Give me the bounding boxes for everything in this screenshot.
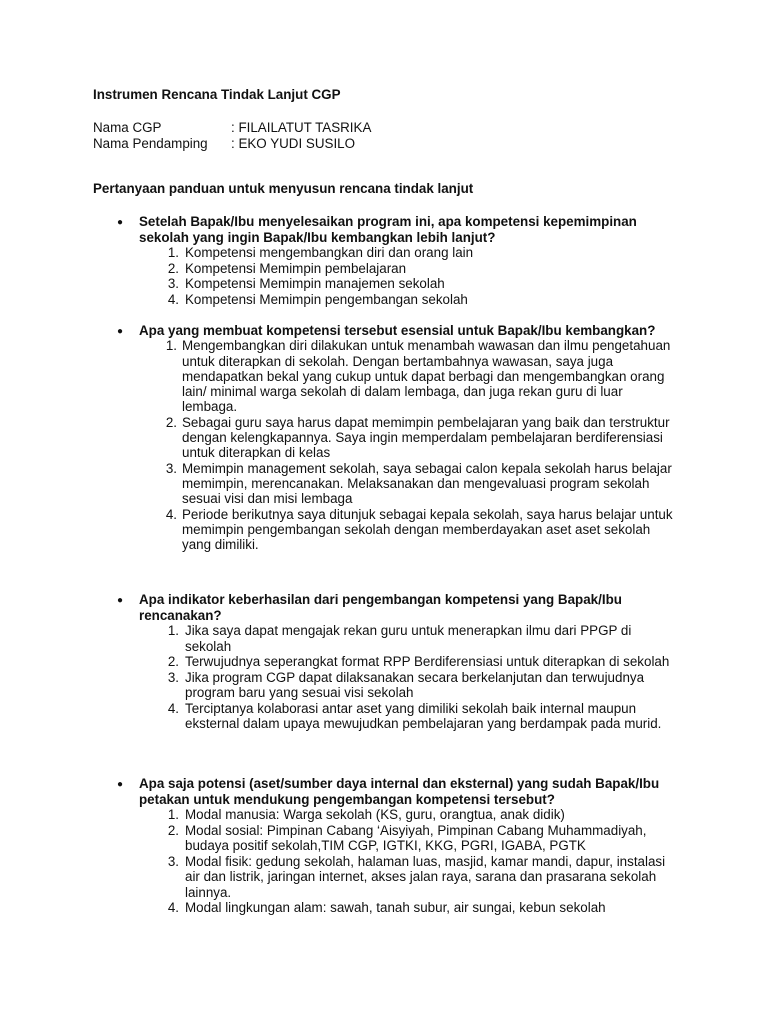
- info-value: : EKO YUDI SUSILO: [231, 135, 356, 151]
- item-text: Terciptanya kolaborasi antar aset yang dimiliki sekolah baik internal maupun eksternal dalam upaya mewujudkan pembelajaran yang berdampak pada murid.: [185, 700, 662, 731]
- item-number: 1.: [167, 245, 179, 260]
- item-number: 1.: [167, 623, 179, 638]
- info-value: : FILAILATUT TASRIKA: [231, 120, 372, 135]
- bullet-icon: ●: [117, 217, 124, 228]
- question-text: Setelah Bapak/Ibu menyelesaikan program ini, apa kompetensi kepemimpinan sekolah yang ingin Bapak/Ibu kembangkan lebih lanjut?: [139, 214, 637, 245]
- list-item: [117, 338, 677, 414]
- list-item: [117, 261, 677, 277]
- list-item: [117, 461, 677, 507]
- item-text: Jika program CGP dapat dilaksanakan secara berkelanjutan dan terwujudnya program baru yang sesuai visi sekolah: [185, 669, 645, 700]
- item-number: 2.: [167, 822, 179, 838]
- item-text: Kompetensi Memimpin pembelajaran: [185, 260, 407, 276]
- list-item: [117, 276, 677, 292]
- list-item: [117, 900, 677, 916]
- item-number: 1.: [167, 807, 179, 822]
- question-section-4: [117, 776, 677, 916]
- list-item: [117, 507, 677, 553]
- item-number: 2.: [165, 414, 177, 430]
- item-text: Kompetensi mengembangkan diri dan orang lain: [185, 245, 474, 260]
- item-text: Sebagai guru saya harus dapat memimpin pembelajaran yang baik dan terstruktur dengan kelengkapannya. Saya ingin memperdalam pembelajaran berdiferensiasi untuk diterapkan di kelas: [182, 414, 670, 461]
- item-text: Modal lingkungan alam: sawah, tanah subur, air sungai, kebun sekolah: [185, 900, 606, 915]
- question-section-3: [117, 592, 677, 732]
- question-text: Apa yang membuat kompetensi tersebut esensial untuk Bapak/Ibu kembangkan?: [139, 323, 656, 338]
- answer-list: [117, 338, 677, 552]
- item-number: 3.: [165, 460, 177, 476]
- list-item: [117, 701, 677, 732]
- info-label: Nama Pendamping: [93, 135, 208, 151]
- item-text: Modal manusia: Warga sekolah (KS, guru, orangtua, anak didik): [185, 807, 565, 822]
- answer-list: [117, 623, 677, 732]
- list-item: [117, 415, 677, 461]
- bullet-icon: ●: [117, 326, 124, 337]
- item-text: Jika saya dapat mengajak rekan guru untuk menerapkan ilmu dari PPGP di sekolah: [185, 623, 632, 654]
- item-text: Periode berikutnya saya ditunjuk sebagai kepala sekolah, saya harus belajar untuk memimpin pengembangan sekolah dengan memberdayakan aset aset sekolah yang dimiliki.: [182, 506, 673, 553]
- question-text: Apa saja potensi (aset/sumber daya internal dan eksternal) yang sudah Bapak/Ibu petakan untuk mendukung pengembangan kompetensi tersebut?: [139, 776, 660, 807]
- list-item: [117, 292, 677, 308]
- item-number: 4.: [167, 900, 179, 915]
- item-number: 2.: [167, 260, 179, 276]
- question-section-2: [117, 323, 677, 552]
- question-section-1: [117, 214, 677, 307]
- item-text: Mengembangkan diri dilakukan untuk menambah wawasan dan ilmu pengetahuan untuk diterapkan di sekolah. Dengan bertambahnya wawasan, saya juga mendapatkan bekal yang cukup untuk dapat berbagi dan mengembangkan orang lain/ minimal warga sekolah di dalam lembaga, dan juga rekan guru di luar lembaga.: [182, 338, 671, 415]
- list-item: [117, 623, 677, 654]
- list-item: [117, 807, 677, 823]
- item-number: 2.: [167, 654, 179, 669]
- item-number: 3.: [167, 276, 179, 291]
- bullet-icon: ●: [117, 779, 124, 790]
- bullet-icon: ●: [117, 595, 124, 606]
- info-row-pendamping: [93, 136, 371, 152]
- item-text: Kompetensi Memimpin pengembangan sekolah: [185, 291, 468, 307]
- question-text: Apa indikator keberhasilan dari pengembangan kompetensi yang Bapak/Ibu rencanakan?: [139, 592, 622, 623]
- item-text: Terwujudnya seperangkat format RPP Berdiferensiasi untuk diterapkan di sekolah: [185, 654, 670, 669]
- section-heading: Pertanyaan panduan untuk menyusun rencana tindak lanjut: [93, 181, 474, 196]
- list-item: [117, 654, 677, 670]
- answer-list: [117, 245, 677, 307]
- item-number: 4.: [167, 700, 179, 716]
- item-text: Kompetensi Memimpin manajemen sekolah: [185, 276, 445, 291]
- item-number: 3.: [167, 853, 179, 869]
- list-item: [117, 245, 677, 261]
- answer-list: [117, 807, 677, 916]
- item-text: Memimpin management sekolah, saya sebagai calon kepala sekolah harus belajar memimpin, merencanakan. Melaksanakan dan mengevaluasi program sekolah sesuai visi dan misi lembaga: [182, 460, 672, 507]
- item-number: 1.: [165, 338, 177, 354]
- info-label: Nama CGP: [93, 120, 162, 135]
- item-text: Modal sosial: Pimpinan Cabang ‘Aisyiyah, Pimpinan Cabang Muhammadiyah, budaya positif sekolah,TIM CGP, IGTKI, KKG, PGRI, IGABA, PGTK: [185, 822, 647, 853]
- list-item: [117, 670, 677, 701]
- item-text: Modal fisik: gedung sekolah, halaman luas, masjid, kamar mandi, dapur, instalasi air dan listrik, jaringan internet, akses jalan raya, sarana dan prasarana sekolah lainnya.: [185, 853, 666, 900]
- list-item: [117, 854, 677, 901]
- item-number: 4.: [165, 506, 177, 522]
- info-row-cgp: [93, 120, 371, 136]
- item-number: 3.: [167, 669, 179, 685]
- item-number: 4.: [167, 291, 179, 307]
- list-item: [117, 823, 677, 854]
- document-title: Instrumen Rencana Tindak Lanjut CGP: [93, 87, 341, 102]
- info-block: [93, 120, 371, 151]
